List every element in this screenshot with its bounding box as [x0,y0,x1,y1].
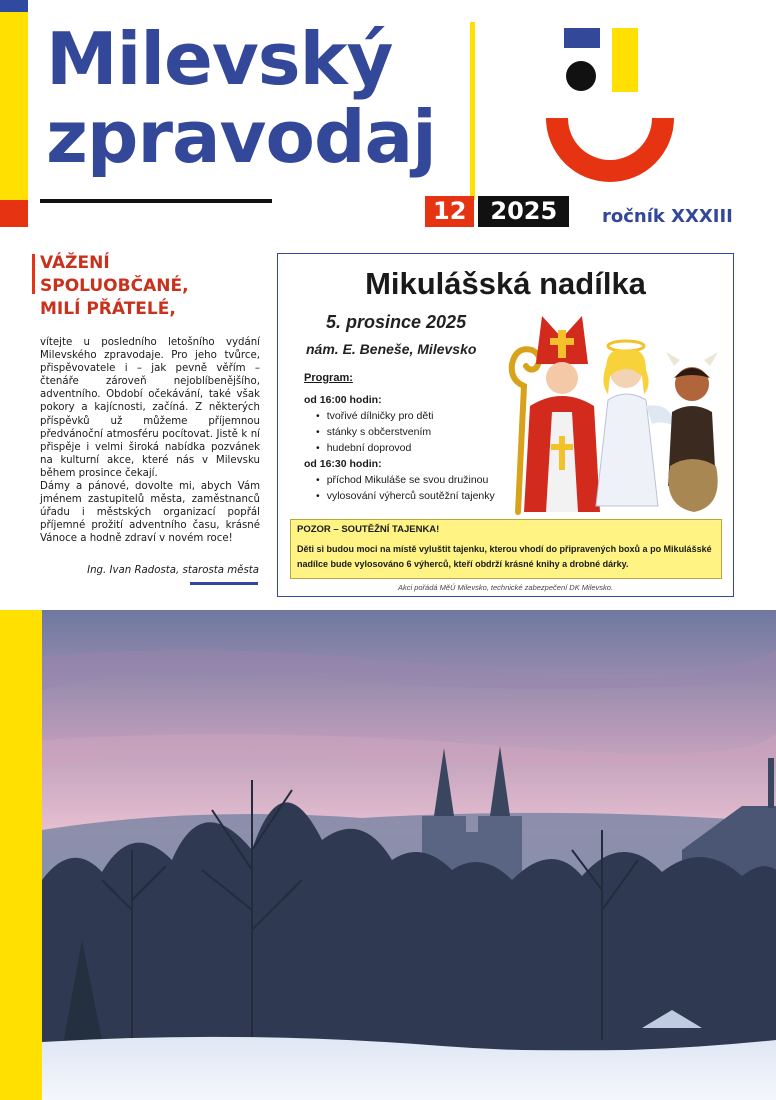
program-schedule [304,392,524,504]
slot-1-time: od 16:00 hodin: [304,394,382,406]
list-item: • hudební doprovod [316,440,524,456]
poster-footer: Akci pořádá MěÚ Milevsko, technické zabezpečení DK Milevsko. [397,583,614,592]
event-poster [277,253,734,597]
winter-landscape-photo [42,610,776,1100]
issue-number: 12 [425,196,474,227]
list-item: • příchod Mikuláše se svou družinou [316,472,524,488]
notice-text: Děti si budou moci na místě vyluštit tajenku, kterou vhodí do připravených boxů a po Mikulášské nadílce bude vylosováno 6 výherců, kteří obdrží krásné knihy a drobné dárky. [297,544,712,569]
saint-nicholas-angel-devil-illustration-icon [496,316,732,516]
list-item: • tvořivé dílničky pro děti [316,408,524,424]
editorial-heading-line-1: VÁŽENÍ [40,253,110,273]
editorial-heading-line-2: SPOLUOBČANÉ, [40,276,189,296]
poster-title: Mikulášská nadílka [365,266,646,301]
program-label: Program: [304,372,353,384]
notice-heading: POZOR – SOUTĚŽNÍ TAJENKA! [297,524,440,535]
issue-year: 2025 [478,196,569,227]
list-item: • stánky s občerstvením [316,424,524,440]
header-divider [470,22,475,200]
signature-underline [190,582,258,585]
editorial-heading [40,252,260,321]
poster-place: nám. E. Beneše, Milevsko [306,341,477,357]
contest-notice [290,519,722,579]
list-item: • vylosování výherců soutěžní tajenky [316,488,524,504]
title-line-2: zpravodaj [46,95,436,179]
left-red-bar [0,200,28,227]
editorial-accent [32,254,35,294]
editorial-heading-line-3: MILÍ PŘÁTELÉ, [40,299,176,319]
slot-2-list [304,472,524,504]
photo-yellow-bar [0,610,42,1100]
title-underline [40,199,272,203]
volume-label: ročník XXXIII [602,206,733,227]
editorial-paragraph-1: vítejte u posledního letošního vydání Milevského zpravodaje. Pro jeho tvůrce, přispěvovatele i – jak pevně věřím – čtenáře zároveň nejoblíbenějšího, adventního. Období očekávání, také však pokory a kajícnosti, začíná. Z některých příspěvků už můžeme příjemnou předvánoční atmosféru pocítovat. Jistě k ní přispěje i velmi široká nabídka pozvánek na kulturní akce, které nás v Milevsku během prosince čekají. [40,337,260,479]
left-blue-bar [0,0,28,12]
editorial-signature: Ing. Ivan Radosta, starosta města [87,565,259,576]
slot-2-time: od 16:30 hodin: [304,458,382,470]
title-line-1: Milevský [46,17,393,101]
slot-1-list [304,408,524,456]
editorial-body [40,336,260,546]
masthead-title [46,17,466,179]
issue-box [425,196,569,227]
town-logo-icon [540,26,680,186]
editorial-paragraph-2: Dámy a pánové, dovolte mi, abych Vám jménem zastupitelů města, zaměstnanců úřadu i městských organizací popřál příjemné prožití adventního času, krásné Vánoce a hodně zdraví v novém roce! [40,481,260,545]
left-yellow-bar [0,0,28,200]
poster-date: 5. prosince 2025 [326,312,467,332]
